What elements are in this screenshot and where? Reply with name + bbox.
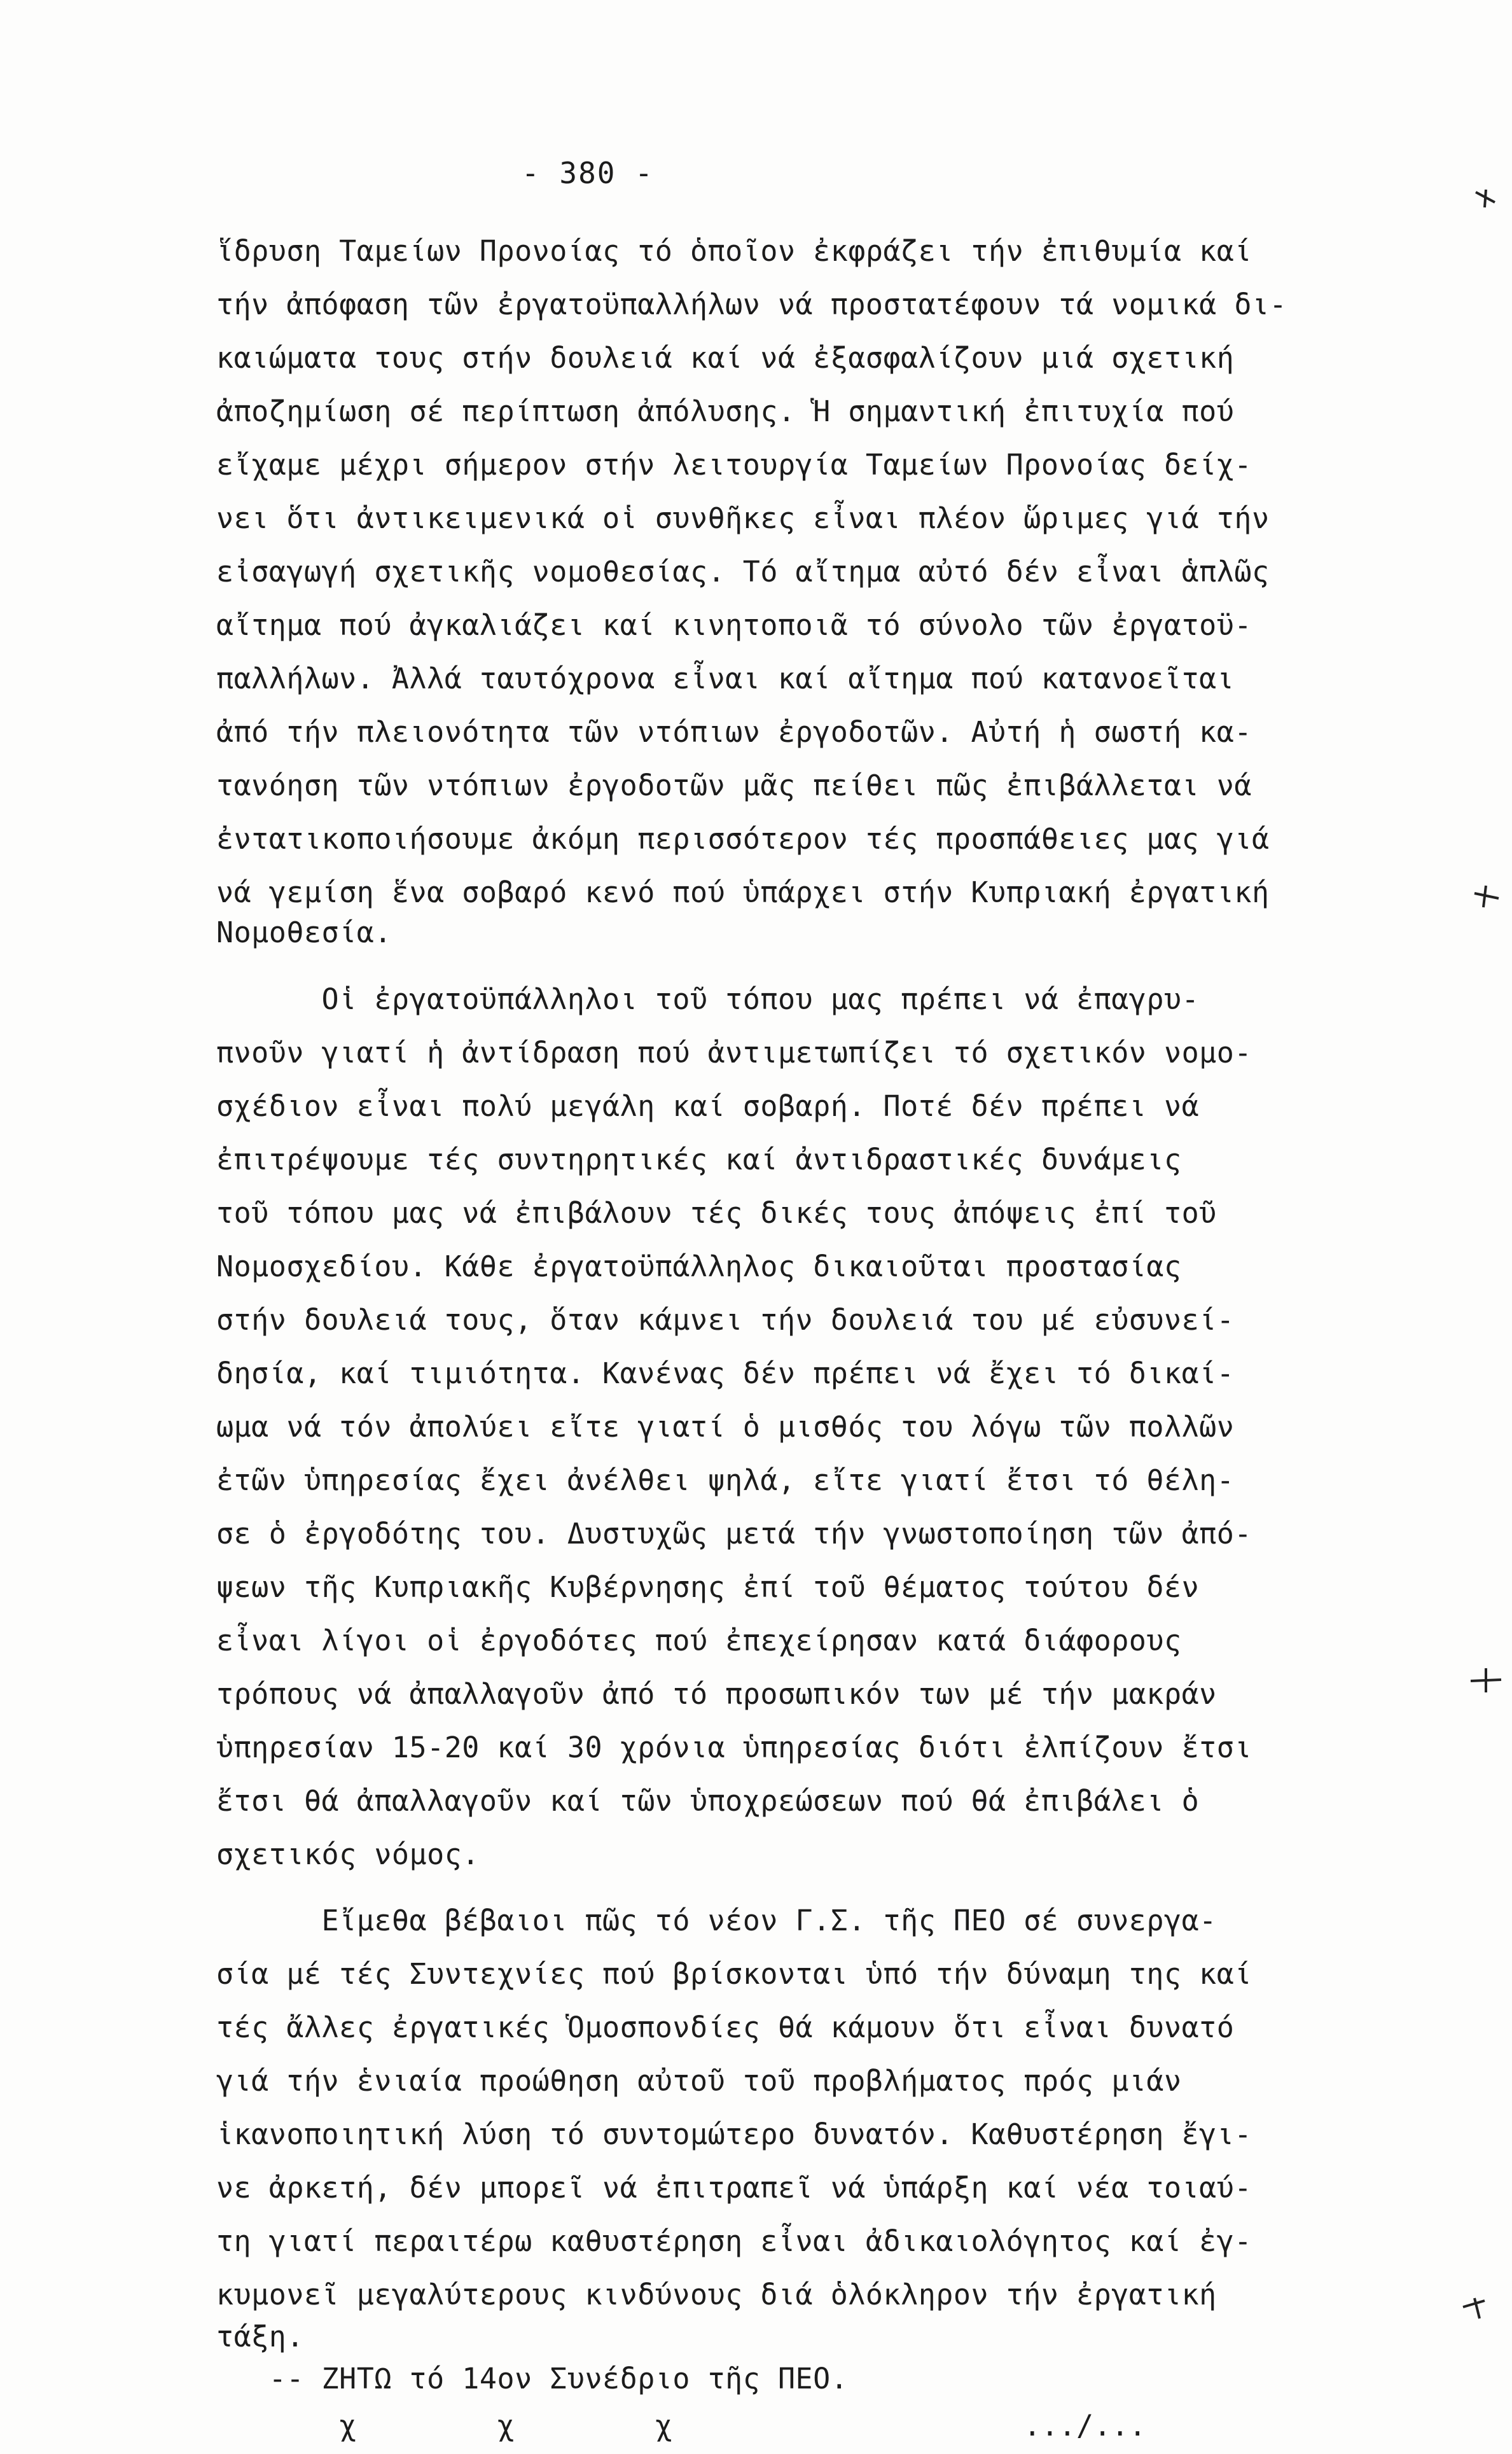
text-line: ἀποζημίωση σέ περίπτωση ἀπόλυσης. Ἡ σημαντική ἐπιτυχία πού bbox=[216, 394, 1235, 428]
text-line: Εἴμεθα βέβαιοι πῶς τό νέον Γ.Σ. τῆς ΠΕΟ σέ συνεργα- bbox=[216, 1904, 1217, 1937]
text-line: σχετικός νόμος. bbox=[216, 1837, 480, 1871]
text-line: τές ἄλλες ἐργατικές Ὁμοσπονδίες θά κάμουν ὅτι εἶναι δυνατό bbox=[216, 2011, 1235, 2044]
text-line: τήν ἀπόφαση τῶν ἐργατοϋπαλλήλων νά προστατέφουν τά νομικά δι- bbox=[216, 288, 1287, 321]
text-line: ωμα νά τόν ἀπολύει εἴτε γιατί ὁ μισθός του λόγω τῶν πολλῶν bbox=[216, 1410, 1235, 1444]
text-line: ἀπό τήν πλειονότητα τῶν ντόπιων ἐργοδοτῶν. Αὐτή ἡ σωστή κα- bbox=[216, 715, 1252, 749]
binding-hole-mark bbox=[1463, 2298, 1485, 2318]
text-line: εἶναι λίγοι οἱ ἐργοδότες πού ἐπεχείρησαν κατά διάφορους bbox=[216, 1624, 1182, 1657]
text-line: εἰσαγωγή σχετικῆς νομοθεσίας. Τό αἴτημα αὐτό δέν εἶναι ἁπλῶς bbox=[216, 555, 1270, 589]
text-line: ψεων τῆς Κυπριακῆς Κυβέρνησης ἐπί τοῦ θέματος τούτου δέν bbox=[216, 1570, 1200, 1604]
text-line: νει ὅτι ἀντικειμενικά οἱ συνθῆκες εἶναι πλέον ὥριμες γιά τήν bbox=[216, 501, 1270, 535]
text-line: ὑπηρεσίαν 15-20 καί 30 χρόνια ὑπηρεσίας διότι ἐλπίζουν ἔτσι bbox=[216, 1731, 1252, 1764]
text-line: πνοῦν γιατί ἡ ἀντίδραση πού ἀντιμετωπίζει τό σχετικόν νομο- bbox=[216, 1036, 1252, 1070]
text-line: νά γεμίση ἕνα σοβαρό κενό πού ὑπάρχει στήν Κυπριακή ἐργατική bbox=[216, 875, 1270, 909]
text-line: νε ἀρκετή, δέν μπορεῖ νά ἐπιτραπεῖ νά ὑπάρξη καί νέα τοιαύ- bbox=[216, 2171, 1252, 2205]
closing-slogan: -- ΖΗΤΩ τό 14ον Συνέδριο τῆς ΠΕΟ. bbox=[216, 2362, 849, 2395]
text-line: σία μέ τές Συντεχνίες πού βρίσκονται ὑπό τήν δύναμη της καί bbox=[216, 1957, 1252, 1991]
text-line: ἱκανοποιητική λύση τό συντομώτερο δυνατόν. Καθυστέρηση ἔγι- bbox=[216, 2117, 1252, 2151]
text-line: γιά τήν ἑνιαία προώθηση αὐτοῦ τοῦ προβλήματος πρός μιάν bbox=[216, 2064, 1182, 2098]
text-line: τανόηση τῶν ντόπιων ἐργοδοτῶν μᾶς πείθει πῶς ἐπιβάλλεται νά bbox=[216, 769, 1252, 802]
text-line: ἵδρυση Ταμείων Προνοίας τό ὁποῖον ἐκφράζει τήν ἐπιθυμία καί bbox=[216, 234, 1252, 268]
text-line: Νομοθεσία. bbox=[216, 916, 392, 949]
text-line: Οἱ ἐργατοϋπάλληλοι τοῦ τόπου μας πρέπει νά ἐπαγρυ- bbox=[216, 982, 1200, 1016]
binding-hole-mark bbox=[1474, 886, 1499, 907]
text-line: Νομοσχεδίου. Κάθε ἐργατοϋπάλληλος δικαιοῦται προστασίας bbox=[216, 1250, 1182, 1283]
text-line: τρόπους νά ἀπαλλαγοῦν ἀπό τό προσωπικόν των μέ τήν μακράν bbox=[216, 1677, 1217, 1711]
text-line: ἐπιτρέψουμε τές συντηρητικές καί ἀντιδραστικές δυνάμεις bbox=[216, 1143, 1182, 1176]
text-line: τοῦ τόπου μας νά ἐπιβάλουν τές δικές τους ἀπόψεις ἐπί τοῦ bbox=[216, 1196, 1217, 1230]
text-line: παλλήλων. Ἀλλά ταυτόχρονα εἶναι καί αἴτημα πού κατανοεῖται bbox=[216, 662, 1235, 695]
binding-hole-mark bbox=[1471, 1668, 1501, 1692]
text-line: σχέδιον εἶναι πολύ μεγάλη καί σοβαρή. Ποτέ δέν πρέπει νά bbox=[216, 1089, 1200, 1123]
text-line: ἐντατικοποιήσουμε ἀκόμη περισσότερον τές προσπάθειες μας γιά bbox=[216, 822, 1270, 856]
text-line: τη γιατί περαιτέρω καθυστέρηση εἶναι ἀδικαιολόγητος καί ἐγ- bbox=[216, 2224, 1252, 2258]
text-line: τάξη. bbox=[216, 2320, 304, 2353]
section-separator: χ χ χ .../... bbox=[216, 2409, 1147, 2443]
text-line: σε ὁ ἐργοδότης του. Δυστυχῶς μετά τήν γνωστοποίηση τῶν ἀπό- bbox=[216, 1517, 1252, 1551]
binding-hole-mark bbox=[1476, 190, 1495, 207]
text-line: στήν δουλειά τους, ὅταν κάμνει τήν δουλειά του μέ εὐσυνεί- bbox=[216, 1303, 1235, 1337]
text-line: δησία, καί τιμιότητα. Κανένας δέν πρέπει νά ἔχει τό δικαί- bbox=[216, 1356, 1235, 1390]
text-line: αἴτημα πού ἀγκαλιάζει καί κινητοποιᾶ τό σύνολο τῶν ἐργατοϋ- bbox=[216, 608, 1252, 642]
text-line: εἴχαμε μέχρι σήμερον στήν λειτουργία Ταμείων Προνοίας δείχ- bbox=[216, 448, 1252, 482]
text-line: καιώματα τους στήν δουλειά καί νά ἐξασφαλίζουν μιά σχετική bbox=[216, 341, 1235, 375]
text-line: ἔτσι θά ἀπαλλαγοῦν καί τῶν ὑποχρεώσεων πού θά ἐπιβάλει ὁ bbox=[216, 1784, 1200, 1818]
page-number: - 380 - bbox=[522, 156, 654, 190]
text-line: ἐτῶν ὑπηρεσίας ἔχει ἀνέλθει ψηλά, εἴτε γιατί ἔτσι τό θέλη- bbox=[216, 1463, 1235, 1497]
text-line: κυμονεῖ μεγαλύτερους κινδύνους διά ὁλόκληρον τήν ἐργατική bbox=[216, 2278, 1217, 2311]
